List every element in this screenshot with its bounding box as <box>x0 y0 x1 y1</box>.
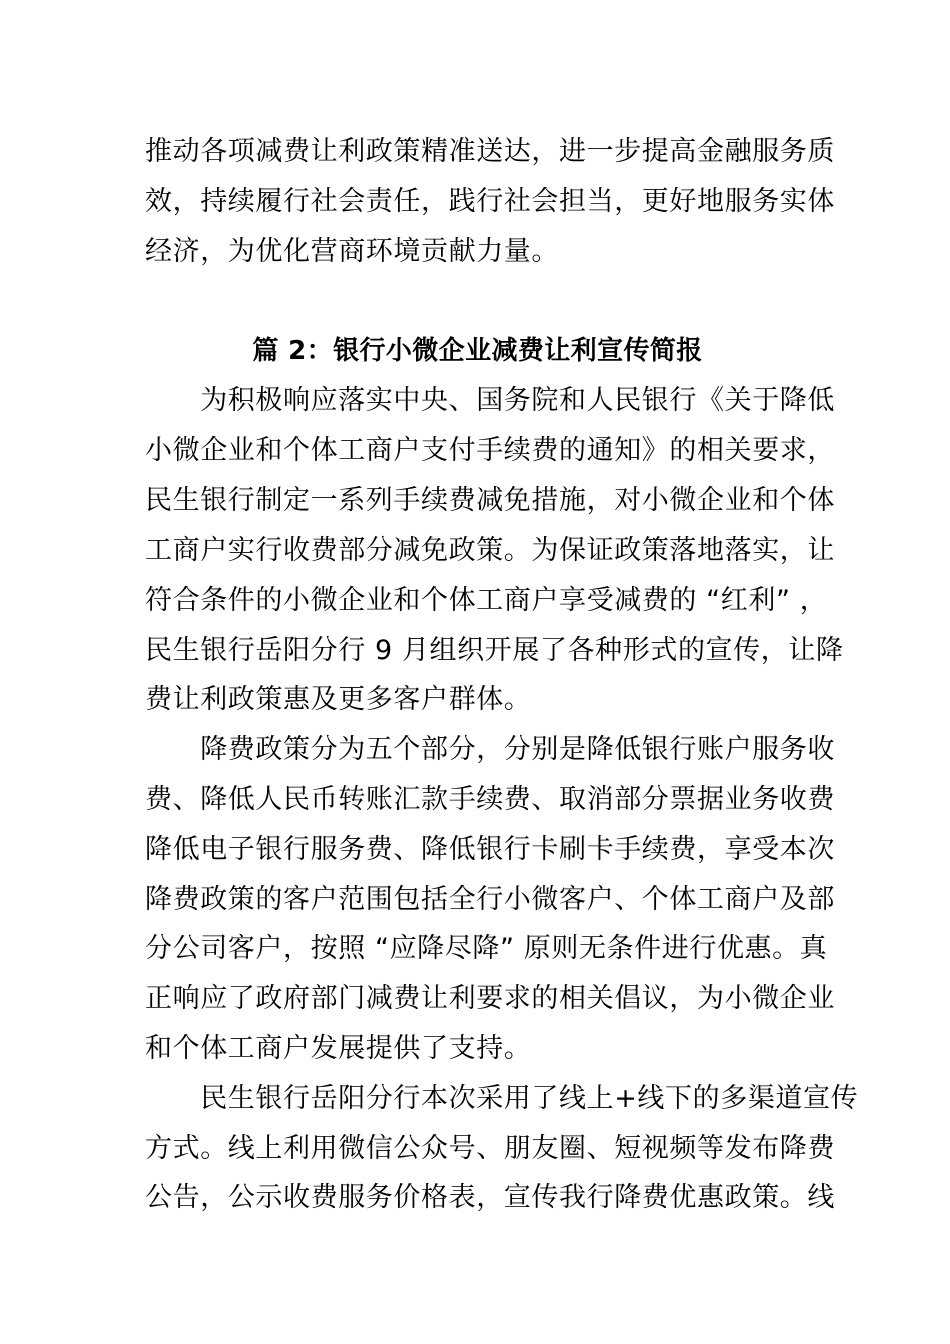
paragraph-line: 民生银行岳阳分行本次采用了线上+线下的多渠道宣传 <box>145 1083 859 1114</box>
intro-line: 推动各项减费让利政策精准送达，进一步提高金融服务质 <box>145 136 835 167</box>
paragraph-line: 费让利政策惠及更多客户群体。 <box>145 684 532 715</box>
paragraph-line: 民生银行制定一系列手续费减免措施，对小微企业和个体 <box>145 485 835 516</box>
paragraph-line: 公告，公示收费服务价格表，宣传我行降费优惠政策。线 <box>145 1182 835 1213</box>
paragraph-line: 降低电子银行服务费、降低银行卡刷卡手续费，享受本次 <box>145 834 835 865</box>
paragraph-line: 正响应了政府部门减费让利要求的相关倡议，为小微企业 <box>145 983 835 1014</box>
paragraph-line: 分公司客户，按照 “应降尽降” 原则无条件进行优惠。真 <box>145 933 828 964</box>
paragraph-line: 和个体工商户发展提供了支持。 <box>145 1033 532 1064</box>
paragraph-line: 小微企业和个体工商户支付手续费的通知》的相关要求， <box>145 435 835 466</box>
paragraph-line: 降费政策分为五个部分，分别是降低银行账户服务收 <box>145 734 835 765</box>
intro-line: 效，持续履行社会责任，践行社会担当，更好地服务实体 <box>145 186 835 217</box>
intro-line: 经济，为优化营商环境贡献力量。 <box>145 236 559 267</box>
paragraph-line: 符合条件的小微企业和个体工商户享受减费的 “红利” ， <box>145 585 828 616</box>
paragraph-line: 方式。线上利用微信公众号、朋友圈、短视频等发布降费 <box>145 1133 835 1164</box>
paragraph-line: 工商户实行收费部分减免政策。为保证政策落地落实，让 <box>145 535 835 566</box>
paragraph-line: 降费政策的客户范围包括全行小微客户、个体工商户及部 <box>145 884 835 915</box>
paragraph-line: 民生银行岳阳分行 9 月组织开展了各种形式的宣传，让降 <box>145 635 844 666</box>
section-title: 篇 2：银行小微企业减费让利宣传简报 <box>252 336 703 366</box>
paragraph-line: 为积极响应落实中央、国务院和人民银行《关于降低 <box>145 385 835 416</box>
paragraph-line: 费、降低人民币转账汇款手续费、取消部分票据业务收费 <box>145 784 835 815</box>
